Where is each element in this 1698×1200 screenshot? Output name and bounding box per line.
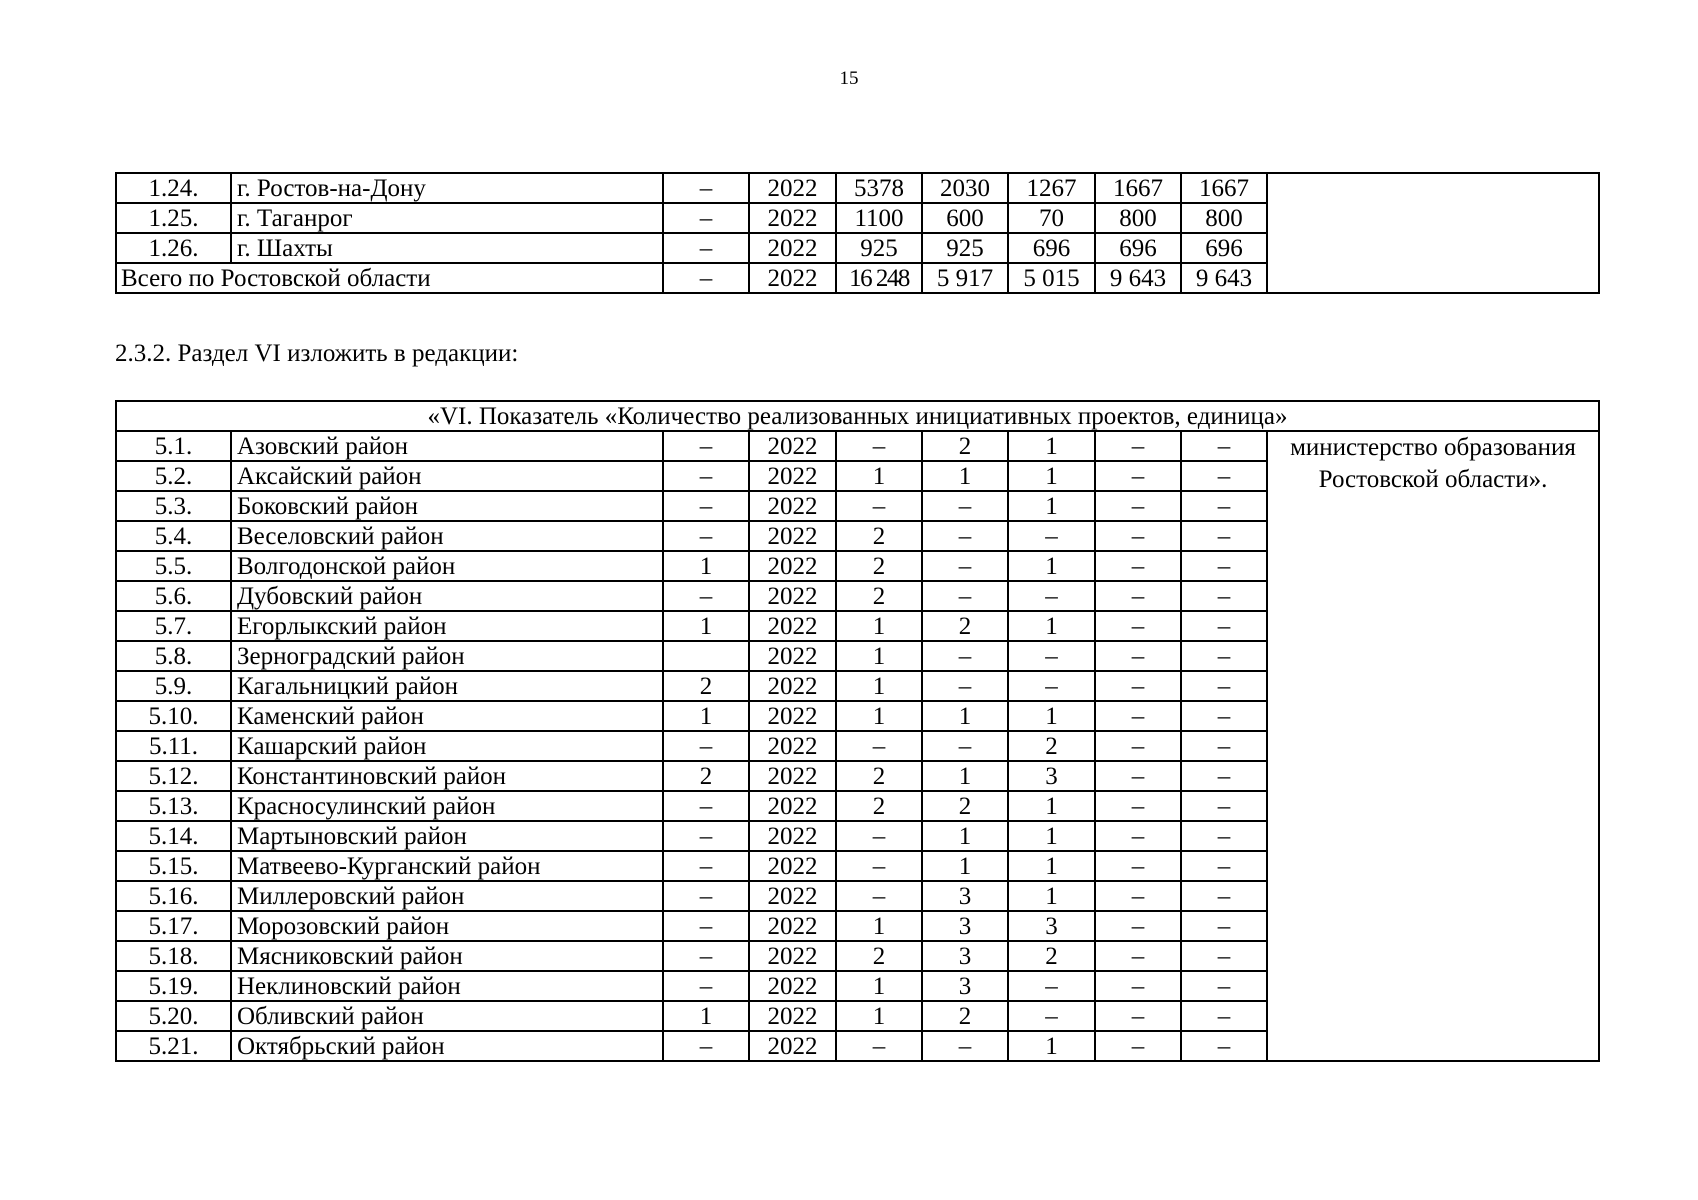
cell-value: 1 <box>922 701 1008 731</box>
cell-value: 1 <box>836 1001 922 1031</box>
cell-value: 2 <box>836 761 922 791</box>
cell-value: 1 <box>1008 491 1095 521</box>
cell-value: 3 <box>1008 911 1095 941</box>
municipality-name: Аксайский район <box>231 461 663 491</box>
cell-value: – <box>1095 881 1181 911</box>
cell-baseline: – <box>663 1031 749 1061</box>
cell-value: – <box>1181 1031 1267 1061</box>
cell-value: 1267 <box>1008 173 1095 203</box>
cell-value: – <box>1181 851 1267 881</box>
cell-year: 2022 <box>749 521 836 551</box>
municipality-name: Матвеево-Курганский район <box>231 851 663 881</box>
cell-value: 1 <box>922 821 1008 851</box>
municipality-name: Егорлыкский район <box>231 611 663 641</box>
cell-value: 1 <box>922 461 1008 491</box>
cell-value: – <box>1181 611 1267 641</box>
cell-year: 2022 <box>749 551 836 581</box>
cell-value: – <box>1181 461 1267 491</box>
cell-value: – <box>1181 701 1267 731</box>
cell-baseline: – <box>663 791 749 821</box>
cell-value: – <box>1181 881 1267 911</box>
municipality-name: г. Ростов-на-Дону <box>231 173 663 203</box>
cell-value: 1 <box>1008 881 1095 911</box>
cell-year: 2022 <box>749 731 836 761</box>
cell-value: – <box>922 521 1008 551</box>
cell-baseline: – <box>663 173 749 203</box>
row-number: 1.24. <box>116 173 231 203</box>
cell-baseline: – <box>663 971 749 1001</box>
municipality-name: Обливский район <box>231 1001 663 1031</box>
cell-value: 696 <box>1008 233 1095 263</box>
cell-value: 2 <box>922 1001 1008 1031</box>
cell-value: – <box>1095 551 1181 581</box>
cell-year: 2022 <box>749 941 836 971</box>
cell-value: 2 <box>922 431 1008 461</box>
page-number: 15 <box>839 68 859 89</box>
cell-value: 16 248 <box>836 263 922 293</box>
row-number: 5.8. <box>116 641 231 671</box>
cell-value: 1 <box>836 641 922 671</box>
cell-value: 696 <box>1181 233 1267 263</box>
cell-baseline: – <box>663 233 749 263</box>
cell-year: 2022 <box>749 791 836 821</box>
row-number: 5.16. <box>116 881 231 911</box>
cell-value: 1100 <box>836 203 922 233</box>
cell-value: 2 <box>836 521 922 551</box>
cell-baseline <box>663 641 749 671</box>
cell-baseline: – <box>663 731 749 761</box>
cell-baseline: – <box>663 491 749 521</box>
cell-value: – <box>1181 551 1267 581</box>
row-number: 5.19. <box>116 971 231 1001</box>
row-number: 5.15. <box>116 851 231 881</box>
cell-value: – <box>1181 431 1267 461</box>
cell-value: – <box>1181 671 1267 701</box>
cell-value: – <box>1095 1031 1181 1061</box>
municipality-name: г. Шахты <box>231 233 663 263</box>
cell-value: – <box>1095 911 1181 941</box>
cell-value: 2 <box>836 791 922 821</box>
cell-year: 2022 <box>749 233 836 263</box>
cell-baseline: – <box>663 203 749 233</box>
row-number: 5.2. <box>116 461 231 491</box>
row-number: 5.6. <box>116 581 231 611</box>
row-number: 5.1. <box>116 431 231 461</box>
cell-value: – <box>836 821 922 851</box>
cell-value: 2 <box>836 551 922 581</box>
cell-value: – <box>1008 971 1095 1001</box>
table-row <box>116 173 1599 203</box>
municipality-name: Каменский район <box>231 701 663 731</box>
cell-baseline: – <box>663 461 749 491</box>
cell-value: – <box>836 731 922 761</box>
row-number: 5.10. <box>116 701 231 731</box>
cell-value: – <box>1095 851 1181 881</box>
cell-value: – <box>836 881 922 911</box>
cell-value: 1 <box>1008 461 1095 491</box>
cell-value: 1 <box>836 971 922 1001</box>
cell-value: – <box>1181 491 1267 521</box>
caption-row <box>116 401 1599 431</box>
cell-value: – <box>836 1031 922 1061</box>
cell-value: 2030 <box>922 173 1008 203</box>
cell-baseline: 1 <box>663 551 749 581</box>
cell-value: – <box>1095 821 1181 851</box>
row-number: 1.26. <box>116 233 231 263</box>
cell-value: – <box>1181 581 1267 611</box>
cell-year: 2022 <box>749 203 836 233</box>
municipality-name: Кашарский район <box>231 731 663 761</box>
cell-value: 1 <box>836 911 922 941</box>
row-number: 5.11. <box>116 731 231 761</box>
cell-value: 1 <box>1008 701 1095 731</box>
cell-baseline: 1 <box>663 611 749 641</box>
cell-year: 2022 <box>749 1001 836 1031</box>
cell-value: 1 <box>1008 611 1095 641</box>
cell-value: 2 <box>836 941 922 971</box>
cell-baseline: – <box>663 581 749 611</box>
cell-value: – <box>1181 971 1267 1001</box>
cell-year: 2022 <box>749 851 836 881</box>
row-number: 1.25. <box>116 203 231 233</box>
row-number: 5.17. <box>116 911 231 941</box>
cell-value: – <box>1008 521 1095 551</box>
municipality-name: Неклиновский район <box>231 971 663 1001</box>
cell-value: – <box>1181 791 1267 821</box>
row-number: 5.20. <box>116 1001 231 1031</box>
cell-year: 2022 <box>749 461 836 491</box>
cell-value: – <box>1008 581 1095 611</box>
cell-value: 9 643 <box>1181 263 1267 293</box>
municipality-name: Волгодонской район <box>231 551 663 581</box>
municipality-name: Азовский район <box>231 431 663 461</box>
municipality-name: Красносулинский район <box>231 791 663 821</box>
row-number: 5.5. <box>116 551 231 581</box>
cell-year: 2022 <box>749 761 836 791</box>
cell-value: 2 <box>922 611 1008 641</box>
responsible-cell: министерство образования Ростовской области». <box>1267 431 1599 1061</box>
cell-value: 2 <box>1008 731 1095 761</box>
cell-value: 1667 <box>1095 173 1181 203</box>
cell-baseline: – <box>663 263 749 293</box>
cell-value: 1 <box>1008 791 1095 821</box>
row-number: 5.3. <box>116 491 231 521</box>
cell-value: – <box>1181 1001 1267 1031</box>
cell-value: 3 <box>1008 761 1095 791</box>
cell-baseline: 1 <box>663 701 749 731</box>
cell-year: 2022 <box>749 491 836 521</box>
cell-value: – <box>1095 941 1181 971</box>
cell-value: – <box>1181 941 1267 971</box>
cell-value: – <box>1095 521 1181 551</box>
cell-value: 5 917 <box>922 263 1008 293</box>
municipality-name: Веселовский район <box>231 521 663 551</box>
cell-year: 2022 <box>749 971 836 1001</box>
cell-value: 9 643 <box>1095 263 1181 293</box>
cell-value: 925 <box>922 233 1008 263</box>
cell-value: – <box>1095 1001 1181 1031</box>
cell-year: 2022 <box>749 641 836 671</box>
bottom-table <box>115 400 1600 1062</box>
cell-year: 2022 <box>749 263 836 293</box>
cell-baseline: – <box>663 911 749 941</box>
cell-value: – <box>1181 731 1267 761</box>
cell-value: 2 <box>836 581 922 611</box>
cell-value: 600 <box>922 203 1008 233</box>
row-number: 5.9. <box>116 671 231 701</box>
row-number: 5.14. <box>116 821 231 851</box>
cell-year: 2022 <box>749 581 836 611</box>
cell-value: – <box>922 551 1008 581</box>
cell-value: – <box>1181 911 1267 941</box>
cell-value: 1 <box>1008 431 1095 461</box>
cell-year: 2022 <box>749 431 836 461</box>
cell-value: – <box>1008 1001 1095 1031</box>
total-label: Всего по Ростовской области <box>116 263 663 293</box>
table-caption: «VI. Показатель «Количество реализованных инициативных проектов, единица» <box>116 401 1599 431</box>
cell-value: – <box>1095 731 1181 761</box>
cell-value: – <box>1181 821 1267 851</box>
cell-value: 1 <box>836 611 922 641</box>
cell-value: 3 <box>922 971 1008 1001</box>
cell-baseline: 2 <box>663 761 749 791</box>
cell-value: 3 <box>922 941 1008 971</box>
cell-value: 2 <box>922 791 1008 821</box>
cell-value: 1667 <box>1181 173 1267 203</box>
municipality-name: Миллеровский район <box>231 881 663 911</box>
cell-value: – <box>1181 761 1267 791</box>
cell-value: – <box>836 431 922 461</box>
cell-value: – <box>1181 521 1267 551</box>
cell-value: – <box>922 581 1008 611</box>
cell-baseline: – <box>663 881 749 911</box>
cell-value: – <box>922 491 1008 521</box>
cell-value: 1 <box>1008 1031 1095 1061</box>
row-number: 5.7. <box>116 611 231 641</box>
municipality-name: Морозовский район <box>231 911 663 941</box>
cell-value: 3 <box>922 881 1008 911</box>
cell-value: 1 <box>1008 821 1095 851</box>
cell-value: 70 <box>1008 203 1095 233</box>
cell-year: 2022 <box>749 611 836 641</box>
municipality-name: Боковский район <box>231 491 663 521</box>
cell-year: 2022 <box>749 701 836 731</box>
row-number: 5.13. <box>116 791 231 821</box>
municipality-name: Кагальницкий район <box>231 671 663 701</box>
cell-value: – <box>1008 671 1095 701</box>
cell-value: 800 <box>1181 203 1267 233</box>
section-paragraph: 2.3.2. Раздел VI изложить в редакции: <box>115 340 519 367</box>
municipality-name: Мясниковский район <box>231 941 663 971</box>
cell-baseline: – <box>663 941 749 971</box>
cell-value: 5 015 <box>1008 263 1095 293</box>
table-row <box>116 431 1599 461</box>
cell-value: – <box>836 851 922 881</box>
cell-value: – <box>1095 491 1181 521</box>
cell-value: 1 <box>836 461 922 491</box>
municipality-name: Дубовский район <box>231 581 663 611</box>
cell-value: – <box>1095 791 1181 821</box>
cell-value: – <box>1095 641 1181 671</box>
cell-value: – <box>922 671 1008 701</box>
cell-baseline: – <box>663 431 749 461</box>
cell-value: – <box>922 1031 1008 1061</box>
cell-year: 2022 <box>749 1031 836 1061</box>
cell-baseline: 2 <box>663 671 749 701</box>
row-number: 5.12. <box>116 761 231 791</box>
municipality-name: Константиновский район <box>231 761 663 791</box>
row-number: 5.4. <box>116 521 231 551</box>
cell-year: 2022 <box>749 173 836 203</box>
cell-value: – <box>1095 611 1181 641</box>
cell-year: 2022 <box>749 881 836 911</box>
row-number: 5.18. <box>116 941 231 971</box>
cell-year: 2022 <box>749 821 836 851</box>
cell-year: 2022 <box>749 911 836 941</box>
cell-value: 1 <box>1008 551 1095 581</box>
municipality-name: Зерноградский район <box>231 641 663 671</box>
cell-baseline: 1 <box>663 1001 749 1031</box>
cell-value: – <box>922 731 1008 761</box>
cell-baseline: – <box>663 521 749 551</box>
cell-value: – <box>1095 671 1181 701</box>
cell-value: – <box>836 491 922 521</box>
cell-value: – <box>1095 461 1181 491</box>
municipality-name: Октябрьский район <box>231 1031 663 1061</box>
cell-value: – <box>1095 431 1181 461</box>
cell-value: – <box>1095 701 1181 731</box>
cell-value: 925 <box>836 233 922 263</box>
cell-value: 1 <box>1008 851 1095 881</box>
cell-value: 1 <box>922 851 1008 881</box>
cell-value: – <box>1008 641 1095 671</box>
cell-value: 696 <box>1095 233 1181 263</box>
cell-value: – <box>1095 971 1181 1001</box>
cell-value: 3 <box>922 911 1008 941</box>
cell-value: 1 <box>836 671 922 701</box>
cell-year: 2022 <box>749 671 836 701</box>
cell-value: 2 <box>1008 941 1095 971</box>
cell-value: 1 <box>836 701 922 731</box>
cell-value: 5378 <box>836 173 922 203</box>
cell-value: – <box>922 641 1008 671</box>
cell-value: 800 <box>1095 203 1181 233</box>
municipality-name: Мартыновский район <box>231 821 663 851</box>
cell-baseline: – <box>663 821 749 851</box>
cell-value: – <box>1181 641 1267 671</box>
cell-baseline: – <box>663 851 749 881</box>
row-number: 5.21. <box>116 1031 231 1061</box>
municipality-name: г. Таганрог <box>231 203 663 233</box>
cell-value: 1 <box>922 761 1008 791</box>
top-table <box>115 172 1600 294</box>
responsible-cell <box>1267 173 1599 293</box>
cell-value: – <box>1095 581 1181 611</box>
cell-value: – <box>1095 761 1181 791</box>
